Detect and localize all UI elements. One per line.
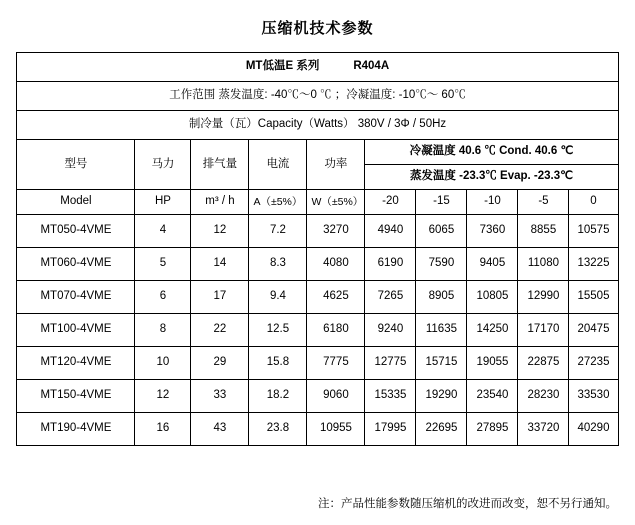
row-power: 7775 xyxy=(307,347,365,380)
row-flow: 29 xyxy=(191,347,249,380)
row-model: MT190-4VME xyxy=(17,413,135,446)
footnote: 注：产品性能参数随压缩机的改进而改变，恕不另行通知。 xyxy=(318,498,617,510)
row-capacity-4: 28230 xyxy=(518,380,569,413)
row-capacity-4: 33720 xyxy=(518,413,569,446)
table-row xyxy=(17,347,618,380)
row-capacity-2: 6065 xyxy=(416,215,467,248)
evap-temp-col-4: -5 xyxy=(518,190,569,215)
row-capacity-5: 10575 xyxy=(569,215,618,248)
row-flow: 12 xyxy=(191,215,249,248)
row-hp: 16 xyxy=(135,413,191,446)
row-current: 18.2 xyxy=(249,380,307,413)
row-flow: 17 xyxy=(191,281,249,314)
row-capacity-3: 27895 xyxy=(467,413,518,446)
row-capacity-3: 9405 xyxy=(467,248,518,281)
row-model: MT070-4VME xyxy=(17,281,135,314)
row-capacity-3: 19055 xyxy=(467,347,518,380)
displacement-header-cn: 排气量 xyxy=(191,140,249,190)
row-capacity-2: 22695 xyxy=(416,413,467,446)
row-capacity-3: 14250 xyxy=(467,314,518,347)
model-header-en: Model xyxy=(17,190,135,215)
row-capacity-1: 7265 xyxy=(365,281,416,314)
row-flow: 43 xyxy=(191,413,249,446)
row-current: 12.5 xyxy=(249,314,307,347)
row-capacity-5: 33530 xyxy=(569,380,618,413)
row-capacity-4: 11080 xyxy=(518,248,569,281)
row-flow: 14 xyxy=(191,248,249,281)
row-capacity-5: 27235 xyxy=(569,347,618,380)
series-row xyxy=(17,53,618,82)
row-capacity-1: 12775 xyxy=(365,347,416,380)
row-capacity-2: 7590 xyxy=(416,248,467,281)
row-model: MT050-4VME xyxy=(17,215,135,248)
row-hp: 6 xyxy=(135,281,191,314)
row-power: 3270 xyxy=(307,215,365,248)
hp-header-en: HP xyxy=(135,190,191,215)
row-hp: 8 xyxy=(135,314,191,347)
row-capacity-3: 10805 xyxy=(467,281,518,314)
row-capacity-2: 15715 xyxy=(416,347,467,380)
page-title: 压缩机技术参数 xyxy=(261,20,374,37)
current-header-cn: 电流 xyxy=(249,140,307,190)
current-header-en: A（±5%） xyxy=(249,190,307,215)
table-row xyxy=(17,380,618,413)
row-model: MT060-4VME xyxy=(17,248,135,281)
sub-header-row xyxy=(17,190,618,215)
evap-temp-col-5: 0 xyxy=(569,190,618,215)
row-power: 9060 xyxy=(307,380,365,413)
power-header-en: W（±5%） xyxy=(307,190,365,215)
row-capacity-2: 11635 xyxy=(416,314,467,347)
row-hp: 4 xyxy=(135,215,191,248)
evap-temp-col-3: -10 xyxy=(467,190,518,215)
compressor-spec-table xyxy=(16,52,618,446)
row-flow: 33 xyxy=(191,380,249,413)
evap-temp-col-1: -20 xyxy=(365,190,416,215)
row-power: 4080 xyxy=(307,248,365,281)
row-capacity-5: 20475 xyxy=(569,314,618,347)
capacity-row xyxy=(17,111,618,140)
table-row xyxy=(17,215,618,248)
condensing-group-row xyxy=(17,140,618,165)
table-row xyxy=(17,413,618,446)
refrigerant-label: R404A xyxy=(353,60,390,73)
evaporating-temp-header: 蒸发温度 -23.3℃ Evap. -23.3℃ xyxy=(365,165,618,190)
row-capacity-1: 6190 xyxy=(365,248,416,281)
series-label: MT低温E 系列 xyxy=(245,60,320,73)
table-row xyxy=(17,248,618,281)
row-capacity-4: 8855 xyxy=(518,215,569,248)
row-model: MT120-4VME xyxy=(17,347,135,380)
row-hp: 12 xyxy=(135,380,191,413)
row-current: 9.4 xyxy=(249,281,307,314)
row-power: 4625 xyxy=(307,281,365,314)
row-capacity-1: 17995 xyxy=(365,413,416,446)
capacity-cell: 制冷量（瓦）Capacity（Watts） 380V / 3Φ / 50Hz xyxy=(17,111,618,140)
evap-temp-col-2: -15 xyxy=(416,190,467,215)
row-capacity-4: 22875 xyxy=(518,347,569,380)
row-capacity-3: 23540 xyxy=(467,380,518,413)
row-current: 7.2 xyxy=(249,215,307,248)
working-range-row xyxy=(17,82,618,111)
power-header-cn: 功率 xyxy=(307,140,365,190)
row-capacity-3: 7360 xyxy=(467,215,518,248)
row-current: 8.3 xyxy=(249,248,307,281)
series-cell xyxy=(17,53,618,82)
hp-header-cn: 马力 xyxy=(135,140,191,190)
row-model: MT100-4VME xyxy=(17,314,135,347)
row-capacity-5: 13225 xyxy=(569,248,618,281)
model-header-cn: 型号 xyxy=(17,140,135,190)
working-range-cell: 工作范围 蒸发温度: -40℃～0 ℃ ；冷凝温度: -10℃～ 60℃ xyxy=(17,82,618,111)
row-capacity-5: 40290 xyxy=(569,413,618,446)
row-power: 10955 xyxy=(307,413,365,446)
condensing-temp-header: 冷凝温度 40.6 ℃ Cond. 40.6 ℃ xyxy=(365,140,618,165)
row-power: 6180 xyxy=(307,314,365,347)
row-capacity-1: 15335 xyxy=(365,380,416,413)
row-hp: 5 xyxy=(135,248,191,281)
row-capacity-1: 4940 xyxy=(365,215,416,248)
row-capacity-4: 12990 xyxy=(518,281,569,314)
row-current: 23.8 xyxy=(249,413,307,446)
row-flow: 22 xyxy=(191,314,249,347)
row-capacity-2: 8905 xyxy=(416,281,467,314)
row-capacity-4: 17170 xyxy=(518,314,569,347)
row-capacity-1: 9240 xyxy=(365,314,416,347)
row-current: 15.8 xyxy=(249,347,307,380)
table-row xyxy=(17,314,618,347)
row-model: MT150-4VME xyxy=(17,380,135,413)
table-row xyxy=(17,281,618,314)
row-hp: 10 xyxy=(135,347,191,380)
row-capacity-5: 15505 xyxy=(569,281,618,314)
row-capacity-2: 19290 xyxy=(416,380,467,413)
displacement-header-en: m³ / h xyxy=(191,190,249,215)
